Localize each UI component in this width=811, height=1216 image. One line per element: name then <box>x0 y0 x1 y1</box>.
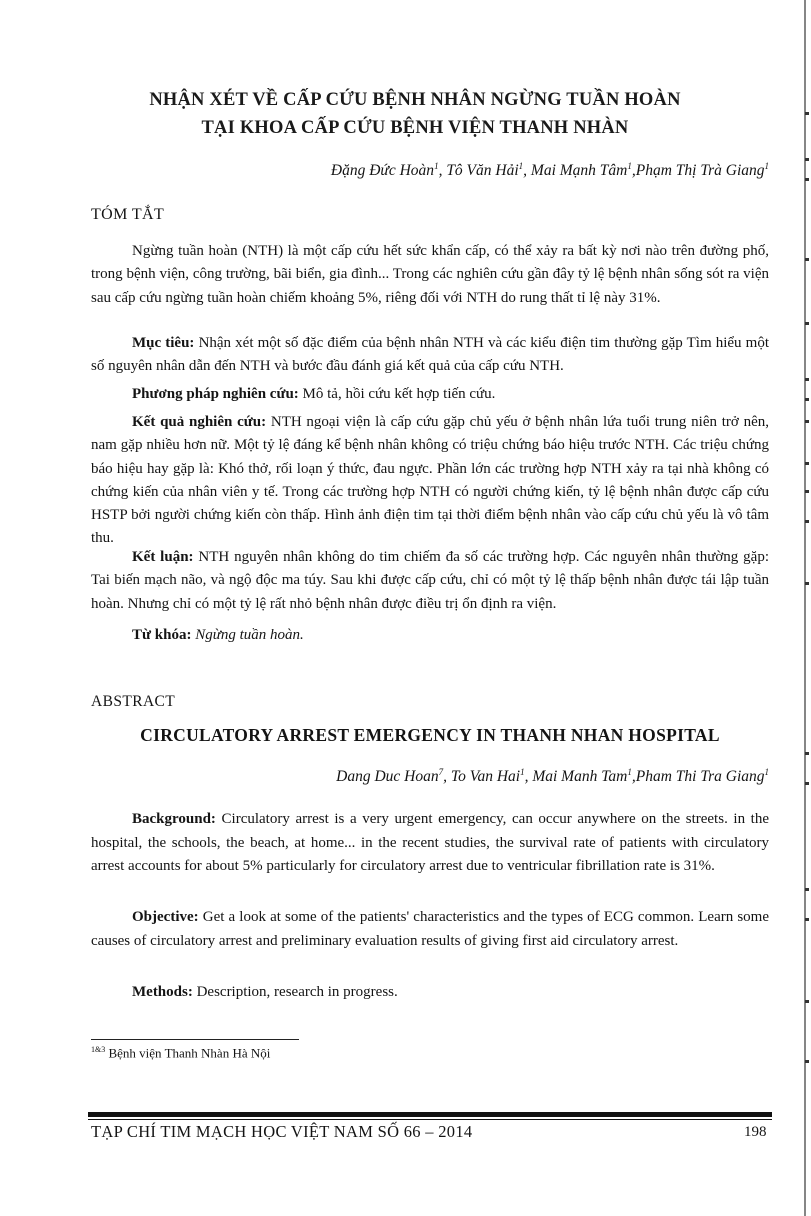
author-4: Phạm Thị Trà Giang <box>635 162 765 180</box>
footer-rule-thin <box>88 1119 772 1120</box>
journal-name: TẠP CHÍ TIM MẠCH HỌC VIỆT NAM SỐ 66 – 2014 <box>91 1122 473 1141</box>
author-3: Mai Mạnh Tâm <box>530 162 628 180</box>
author-en-4: Pham Thi Tra Giang <box>635 768 765 786</box>
summary-method: Phương pháp nghiên cứu: Mô tả, hồi cứu kết hợp tiến cứu. <box>132 386 496 402</box>
article-title-line-1: NHẬN XÉT VỀ CẤP CỨU BỆNH NHÂN NGỪNG TUẦN HOÀN <box>149 90 681 110</box>
author-1: Đặng Đức Hoàn <box>330 162 435 180</box>
abstract-objective: Objective: Get a look at some of the patients' characteristics and the types of ECG common. Learn some causes of circulatory arrest and preliminary evaluation results of giving first aid circulatory arrest. <box>91 909 770 949</box>
abstract-heading: ABSTRACT <box>91 693 176 710</box>
abstract-title: CIRCULATORY ARREST EMERGENCY IN THANH NHAN HOSPITAL <box>140 725 720 745</box>
authors-en: Dang Duc Hoan$^7$, To Van Hai$^1$, Mai Manh Tam$^1$,Pham Thi Tra Giang$^1$ <box>336 767 769 786</box>
footnote-rule <box>91 1039 299 1040</box>
author-2: Tô Văn Hải <box>446 162 519 180</box>
summary-conclusion: Kết luận: NTH nguyên nhân không do tim chiếm đa số các trường hợp. Các nguyên nhân thường gặp: Tai biến mạch não, và ngộ độc ma túy. Sau khi được cấp cứu, chỉ có một tỷ lệ thấp bệnh nhân được tái lập tuần hoàn. Nhưng chỉ có một tỷ lệ rất nhỏ bệnh nhân được điều trị ổn định ra viện. <box>91 549 769 612</box>
summary-intro: Ngừng tuần hoàn (NTH) là một cấp cứu hết sức khẩn cấp, có thể xảy ra bất kỳ nơi nào trên đường phố, trong bệnh viện, công trường, bãi biển, gia đình... Trong các nghiên cứu gần đây tỷ lệ bệnh nhân sống sót ra viện sau cấp cứu ngừng tuần hoàn chiếm khoảng 5%, riêng đối với NTH do rung thất tỉ lệ này 31%. <box>91 243 769 306</box>
abstract-background: Background: Circulatory arrest is a very urgent emergency, can occur anywhere on the streets. in the hospital, the schools, the beach, at home... in the recent studies, the survival rate of patients with circulatory arrest accounts for about 5% particularly for circulatory arrest due to ventricular fibrillation rate is 31%. <box>91 811 770 874</box>
summary-results: Kết quả nghiên cứu: NTH ngoại viện là cấp cứu gặp chủ yếu ở bệnh nhân lứa tuổi trung niên trở nên, nam gặp nhiều hơn nữ. Một tỷ lệ đáng kể bệnh nhân không có triệu chứng báo hiệu trước NTH. Các triệu chứng báo hiệu hay gặp là: Khó thở, rối loạn ý thức, đau ngực. Phần lớn các trường hợp NTH xảy ra tại nhà không có chứng kiến của nhân viên y tế. Trong các trường hợp NTH có người chứng kiến, tỷ lệ bệnh nhân được cấp cứu HSTP bởi người chứng kiến còn thấp. Hình ảnh điện tim tại thời điểm bệnh nhân vào cấp cứu chủ yếu là vô tâm thu. <box>91 414 769 547</box>
footer-rule-thick <box>88 1112 772 1117</box>
page-number: 198 <box>744 1124 767 1140</box>
summary-keywords: Từ khóa: Ngừng tuần hoàn. <box>132 627 304 643</box>
summary-heading: TÓM TẮT <box>91 206 165 223</box>
scan-edge-marks <box>801 0 809 1216</box>
abstract-methods: Methods: Description, research in progress. <box>132 984 398 1000</box>
article-title-line-2: TẠI KHOA CẤP CỨU BỆNH VIỆN THANH NHÀN <box>201 118 629 138</box>
author-en-1: Dang Duc Hoan <box>336 768 439 786</box>
footnote: $^{1\&3}$ Bệnh viện Thanh Nhàn Hà Nội <box>91 1045 271 1061</box>
author-en-3: Mai Manh Tam <box>532 768 628 786</box>
author-en-2: To Van Hai <box>450 768 521 786</box>
summary-objective: Mục tiêu: Nhận xét một số đặc điểm của bệnh nhân NTH và các kiểu điện tim thường gặp Tìm hiểu một số nguyên nhân dẫn đến NTH và bước đầu đánh giá kết quả của cấp cứu NTH. <box>91 335 770 375</box>
authors-vi: Đặng Đức Hoàn$^1$, Tô Văn Hải$^1$, Mai Mạnh Tâm$^1$,Phạm Thị Trà Giang$^1$ <box>330 161 769 180</box>
